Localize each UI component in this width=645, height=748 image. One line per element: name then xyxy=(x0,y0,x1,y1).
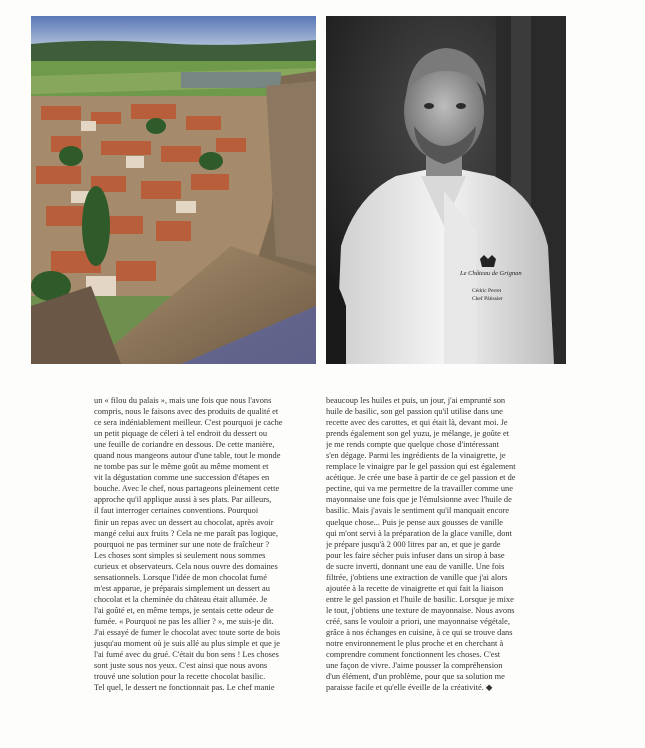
text-line: s'en dégage. Parmi les ingrédients de la vinaigrette, je xyxy=(326,451,506,461)
text-line: comprendre comment fonctionnent les choses. C'est xyxy=(326,650,501,660)
article-column-left xyxy=(94,395,316,693)
jacket-chef-name: Cédric Perret xyxy=(472,288,502,294)
text-line: ajoutée à la recette de vinaigrette et qui fait la liaison xyxy=(326,583,504,593)
text-line: approche qu'il applique aussi à ses plats. Par ailleurs, xyxy=(94,495,272,505)
text-line: jusqu'au moment où je suis allé au plus simple et que je xyxy=(94,639,280,649)
text-line: notre environnement le plus proche et en cherchant à xyxy=(326,639,504,649)
text-line: remplace le vinaigre par le gel passion qui est également xyxy=(326,462,516,472)
text-line: bouche. Avec le chef, nous partageons pleinement cette xyxy=(94,484,280,494)
text-line: beaucoup les huiles et puis, un jour, j'ai emprunté son xyxy=(326,396,506,405)
text-line: acétique. Je crée une base à partir de ce gel passion et de xyxy=(326,473,516,483)
text-line: de sucre inverti, donnant une eau de vanille. Une fois xyxy=(326,561,505,571)
text-line: sont juste sous nos yeux. C'est ainsi que nous avons xyxy=(94,661,268,671)
jacket-chef-role: Chef Pâtissier xyxy=(472,296,503,302)
text-line: ne tombe pas sur le même goût au même moment et xyxy=(94,462,269,472)
text-line: il faut interroger certaines conventions. Pourquoi xyxy=(94,506,259,516)
text-line: une façon de vivre. J'aime pousser la compréhension xyxy=(326,661,503,671)
text-line: pourquoi ne pas terminer sur une note de fraîcheur ? xyxy=(94,539,270,549)
text-line: compris, nous le faisons avec des produits de qualité et xyxy=(94,407,279,417)
text-line: chocolat et la cheminée du château était allumée. Je xyxy=(94,594,268,604)
text-line: sensationnels. Lorsque l'idée de mon chocolat fumé xyxy=(94,572,267,582)
text-line: m'est apparue, je préparais simplement un dessert au xyxy=(94,583,270,593)
jacket-brand-text: Le Château de Grignan xyxy=(460,270,522,277)
text-line: Tel quel, le dessert ne fonctionnait pas. Le chef manie xyxy=(94,683,275,693)
text-line: filtrée, j'obtiens une extraction de vanille que j'ai alors xyxy=(326,572,508,582)
text-line: finir un repas avec un dessert au chocolat, après avoir xyxy=(94,517,274,527)
text-line: fumée. « Pourquoi ne pas les allier ? », me suis-je dit. xyxy=(94,616,274,626)
text-line: quand nous mangeons autour d'une table, tout le monde xyxy=(94,451,281,461)
text-line: entre le gel passion et l'huile de basilic. Lorsque je mixe xyxy=(326,594,514,604)
text-line: mangé celui aux fruits ? Cela ne me paraît pas logique, xyxy=(94,528,278,538)
text-line: basilic. Mais j'avais le sentiment qu'il manquait encore xyxy=(326,506,510,516)
text-line: ce sera indéniablement meilleur. C'est pourquoi je cache xyxy=(94,418,283,428)
text-line: quelque chose... Puis je pense aux gousses de vanille xyxy=(326,517,503,527)
text-line: un « filou du palais », mais une fois que nous l'avons xyxy=(94,396,272,405)
text-line: Les choses sont simples si seulement nous sommes xyxy=(94,550,266,560)
text-line: je prépare jusqu'à 2 000 litres par an, et que je garde xyxy=(326,539,501,549)
text-line: grâce à nos échanges en cuisine, à ce qui se trouve dans xyxy=(326,627,513,637)
text-line: pour les faire sécher puis infuser dans un sirop à base xyxy=(326,550,505,560)
text-line: d'un élément, d'un problème, pour que sa solution me xyxy=(326,672,505,682)
text-line: créé, sans le vouloir a priori, une mayonnaise végétale, xyxy=(326,616,510,626)
text-line: J'ai essayé de fumer le chocolat avec toute sorte de bois xyxy=(94,627,281,637)
text-line: l'ai goûté et, en même temps, je sentais cette odeur de xyxy=(94,605,274,615)
chef-portrait-photo xyxy=(326,16,566,364)
text-line: trouvé une solution pour la recette chocolat basilic. xyxy=(94,672,266,682)
text-line: je me rends compte que quelque chose d'intéressant xyxy=(326,440,499,450)
text-line: mayonnaise une fois que je l'émulsionne avec l'huile de xyxy=(326,495,512,505)
text-line: une feuille de coriandre en dessous. De cette manière, xyxy=(94,440,275,450)
text-line: vit la dégustation comme une succession d'étapes en xyxy=(94,473,270,483)
text-line: pectine, qui va me permettre de la travailler comme une xyxy=(326,484,513,494)
text-line: huile de basilic, son gel passion qu'il utilise dans une xyxy=(326,407,503,417)
text-line: curieux et observateurs. Cela nous ouvre des domaines xyxy=(94,561,278,571)
text-line: prends également son gel yuzu, je mélange, je goûte et xyxy=(326,429,510,439)
text-line: un petit piquage de céleri à tel endroit du dessert ou xyxy=(94,429,268,439)
text-line: qui m'ont servi à la préparation de la glace vanille, dont xyxy=(326,528,512,538)
text-line: paraisse facile et qu'elle éveille de la créativité. ◆ xyxy=(326,683,493,693)
text-line: recette avec des carottes, et qui était là, devant moi. Je xyxy=(326,418,508,428)
article-column-right xyxy=(326,395,551,693)
text-line: l'ai fumé avec du grué. C'était du bon sens ! Les choses xyxy=(94,650,279,660)
text-line: le tout, j'obtiens une texture de mayonnaise. Nous avons xyxy=(326,605,515,615)
village-aerial-photo xyxy=(31,16,316,364)
